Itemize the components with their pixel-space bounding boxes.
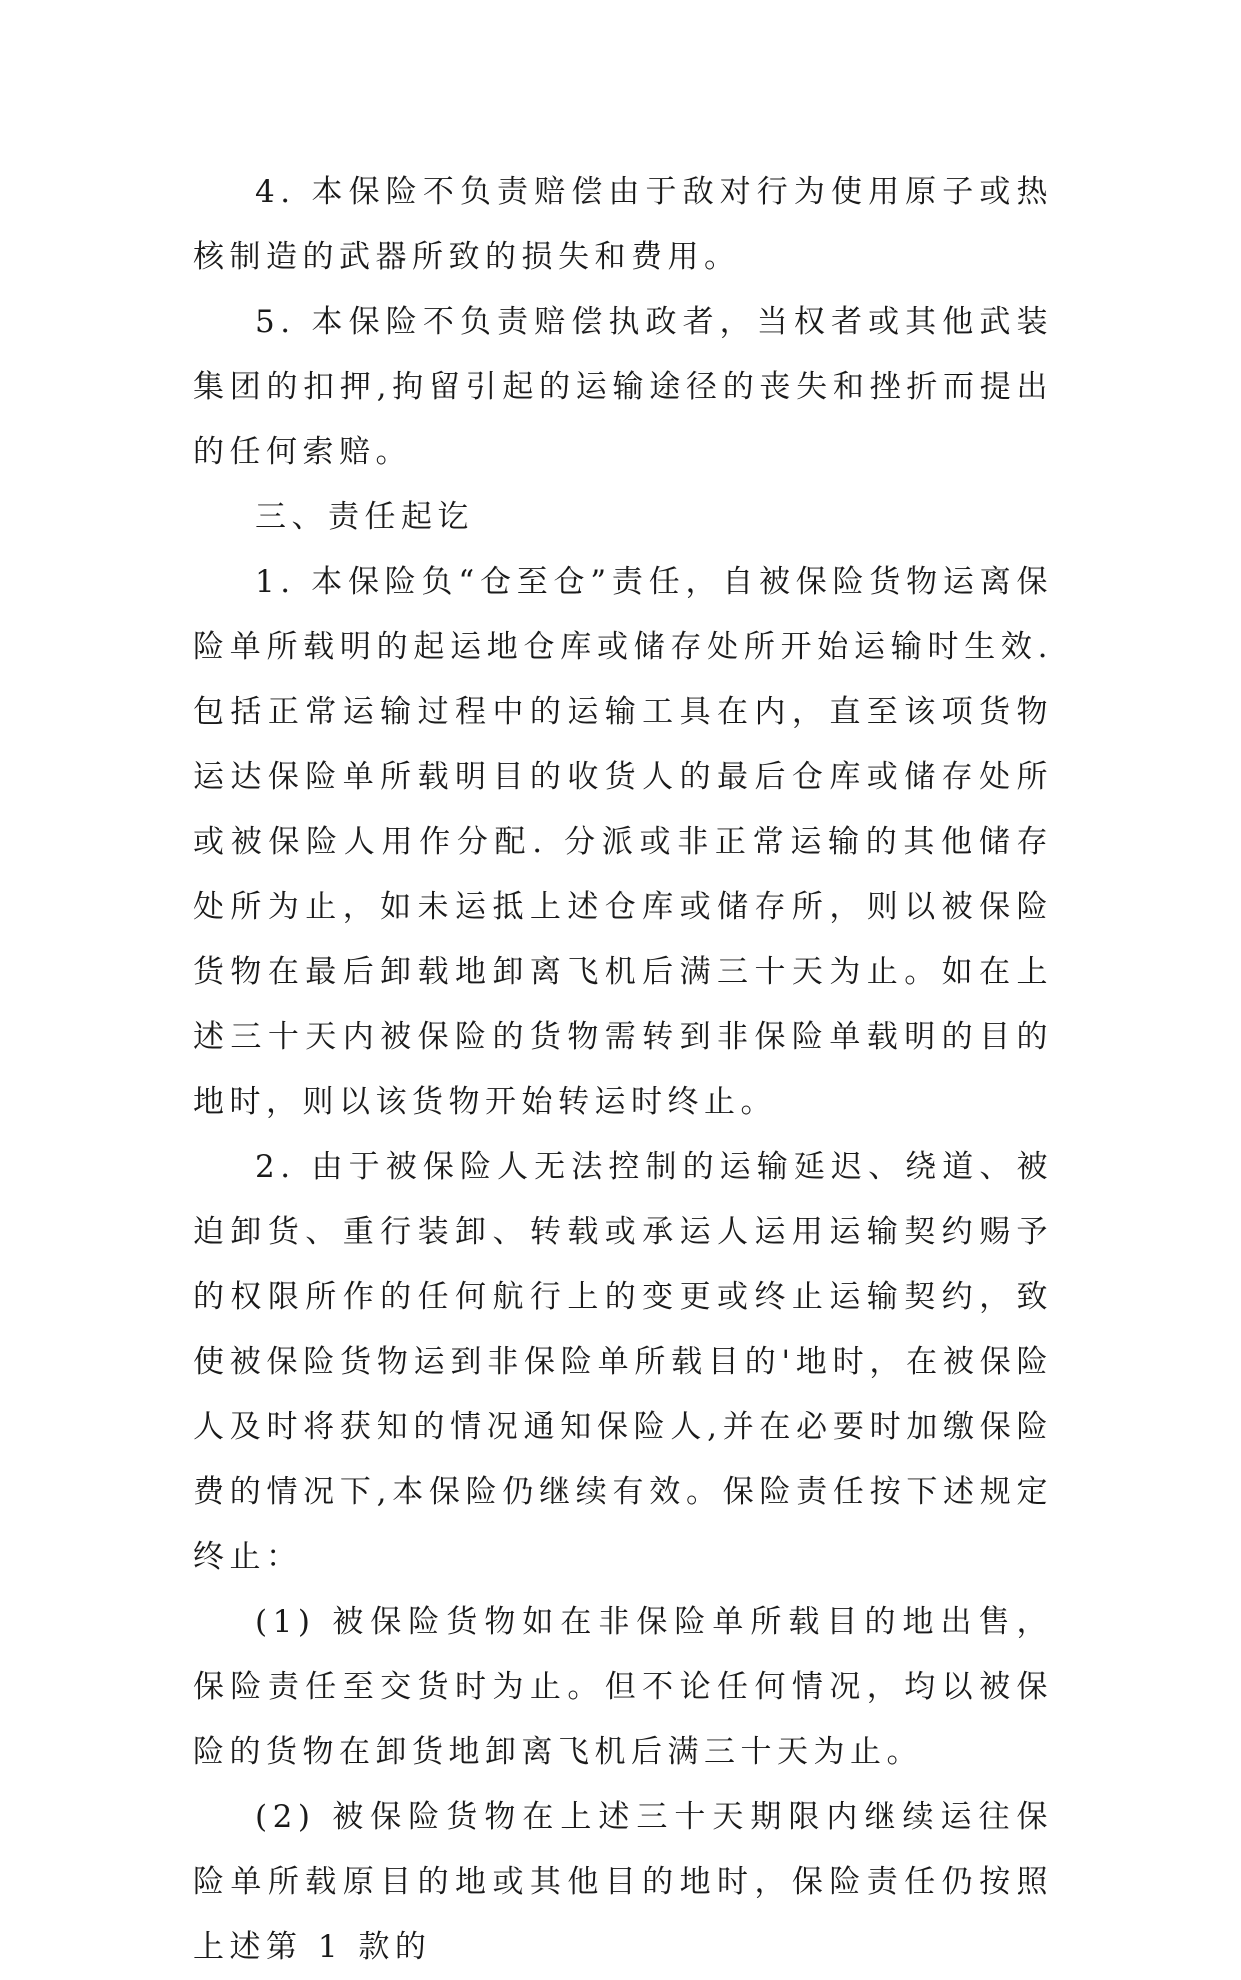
paragraph-termination-1: (1) 被保险货物如在非保险单所载目的地出售，保险责任至交货时为止。但不论任何情况，均以被保险的货物在卸货地卸离飞机后满三十天为止。	[193, 1604, 1053, 1770]
document-body	[193, 160, 1053, 1980]
section-heading-duration: 三、责任起讫	[255, 499, 474, 535]
paragraph-termination-2: (2) 被保险货物在上述三十天期限内继续运往保险单所载原目的地或其他目的地时，保险责任仍按照上述第 1 款的	[193, 1799, 1053, 1965]
paragraph-exclusion-4: 4. 本保险不负责赔偿由于敌对行为使用原子或热核制造的武器所致的损失和费用。	[193, 174, 1053, 275]
paragraph-duration-1: 1. 本保险负“仓至仓”责任，自被保险货物运离保险单所载明的起运地仓库或储存处所开始运输时生效. 包括正常运输过程中的运输工具在内，直至该项货物运达保险单所载明目的收货人的最后仓库或储存处所或被保险人用作分配. 分派或非正常运输的其他储存处所为止，如未运抵上述仓库或储存所，则以被保险货物在最后卸载地卸离飞机后满三十天为止。如在上述三十天内被保险的货物需转到非保险单载明的目的地时，则以该货物开始转运时终止。	[193, 564, 1053, 1120]
paragraph-exclusion-5: 5. 本保险不负责赔偿执政者，当权者或其他武装集团的扣押,拘留引起的运输途径的丧失和挫折而提出的任何索赔。	[193, 304, 1053, 470]
paragraph-duration-2: 2. 由于被保险人无法控制的运输延迟、绕道、被迫卸货、重行装卸、转载或承运人运用运输契约赐予的权限所作的任何航行上的变更或终止运输契约，致使被保险货物运到非保险单所载目的'地时，在被保险人及时将获知的情况通知保险人,并在必要时加缴保险费的情况下,本保险仍继续有效。保险责任按下述规定终止：	[193, 1149, 1053, 1575]
